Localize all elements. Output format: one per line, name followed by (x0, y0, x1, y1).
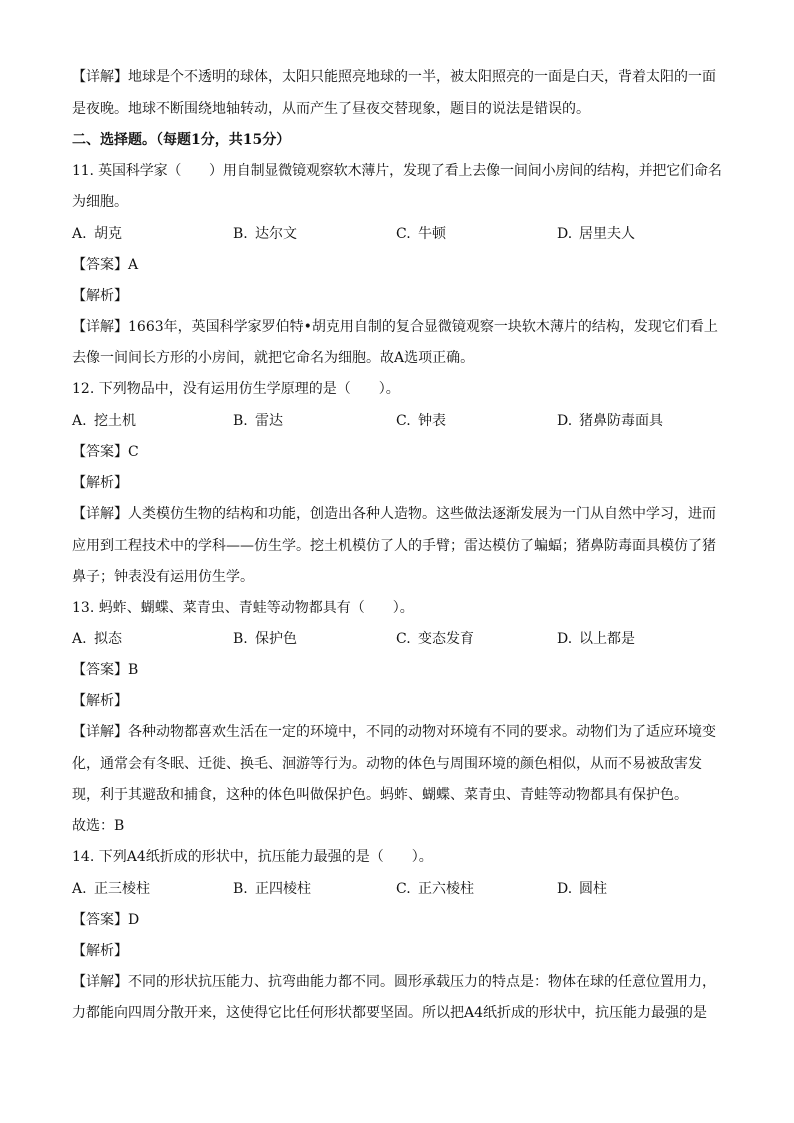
option-b: B. 保护色 (233, 631, 297, 647)
option-b: B. 正四棱柱 (233, 881, 311, 897)
detail-text: 【详解】1663年，英国科学家罗伯特•胡克用自制的复合显微镜观察一块软木薄片的结构，发现它们看上 (72, 319, 718, 335)
option-c: C. 变态发育 (396, 631, 474, 647)
detail-text: 化，通常会有冬眠、迁徙、换毛、洄游等行为。动物的体色与周围环境的颜色相似，从而不易被敌害发 (72, 756, 702, 772)
question-text: 11. 英国科学家（ ）用自制显微镜观察软木薄片，发现了看上去像一间间小房间的结构，并把它们命名 (72, 163, 722, 179)
option-a: A. 拟态 (72, 631, 122, 647)
option-c: C. 牛顿 (396, 226, 446, 242)
option-a: A. 正三棱柱 (72, 881, 150, 897)
option-b: B. 雷达 (233, 413, 283, 429)
detail-text: 【详解】不同的形状抗压能力、抗弯曲能力都不同。圆形承载压力的特点是：物体在球的任意位置用力， (72, 974, 716, 990)
detail-text: 是夜晚。地球不断围绕地轴转动，从而产生了昼夜交替现象，题目的说法是错误的。 (72, 101, 590, 117)
detail-text: 应用到工程技术中的学科——仿生学。挖土机模仿了人的手臂；雷达模仿了蝙蝠；猪鼻防毒面具模仿了猪 (72, 538, 716, 554)
question-text: 13. 蚂蚱、蝴蝶、菜青虫、青蛙等动物都具有（ ）。 (72, 600, 414, 616)
option-d: D. 居里夫人 (557, 226, 635, 242)
option-d: D. 猪鼻防毒面具 (557, 413, 663, 429)
option-a: A. 挖土机 (72, 413, 136, 429)
detail-text: 现，利于其避敌和捕食，这种的体色叫做保护色。蚂蚱、蝴蝶、菜青虫、青蛙等动物都具有保护色。 (72, 787, 688, 803)
answer-label: 【答案】C (72, 444, 139, 460)
choice-text: 故选：B (72, 818, 125, 834)
section-title: 二、选择题。（每题1分，共15分） (72, 132, 291, 148)
option-c: C. 钟表 (396, 413, 446, 429)
option-b: B. 达尔文 (233, 226, 297, 242)
detail-text: 去像一间间长方形的小房间，就把它命名为细胞。故A选项正确。 (72, 350, 475, 366)
question-text: 14. 下列A4纸折成的形状中，抗压能力最强的是（ ）。 (72, 849, 433, 865)
detail-text: 力都能向四周分散开来，这使得它比任何形状都要坚固。所以把A4纸折成的形状中，抗压能力最强的是 (72, 1005, 708, 1021)
detail-text: 【详解】人类模仿生物的结构和功能，创造出各种人造物。这些做法逐渐发展为一门从自然中学习，进而 (72, 506, 716, 522)
analysis-label: 【解析】 (72, 475, 128, 491)
option-d: D. 以上都是 (557, 631, 635, 647)
answer-label: 【答案】D (72, 912, 140, 928)
analysis-label: 【解析】 (72, 693, 128, 709)
detail-text: 鼻子；钟表没有运用仿生学。 (72, 569, 254, 585)
question-text: 12. 下列物品中，没有运用仿生学原理的是（ ）。 (72, 381, 400, 397)
option-a: A. 胡克 (72, 226, 122, 242)
option-d: D. 圆柱 (557, 881, 607, 897)
detail-text: 【详解】地球是个不透明的球体，太阳只能照亮地球的一半，被太阳照亮的一面是白天，背着太阳的一面 (72, 69, 716, 85)
question-text: 为细胞。 (72, 194, 128, 210)
answer-label: 【答案】B (72, 662, 139, 678)
detail-text: 【详解】各种动物都喜欢生活在一定的环境中，不同的动物对环境有不同的要求。动物们为了适应环境变 (72, 724, 716, 740)
answer-label: 【答案】A (72, 257, 139, 273)
option-c: C. 正六棱柱 (396, 881, 474, 897)
analysis-label: 【解析】 (72, 943, 128, 959)
analysis-label: 【解析】 (72, 288, 128, 304)
